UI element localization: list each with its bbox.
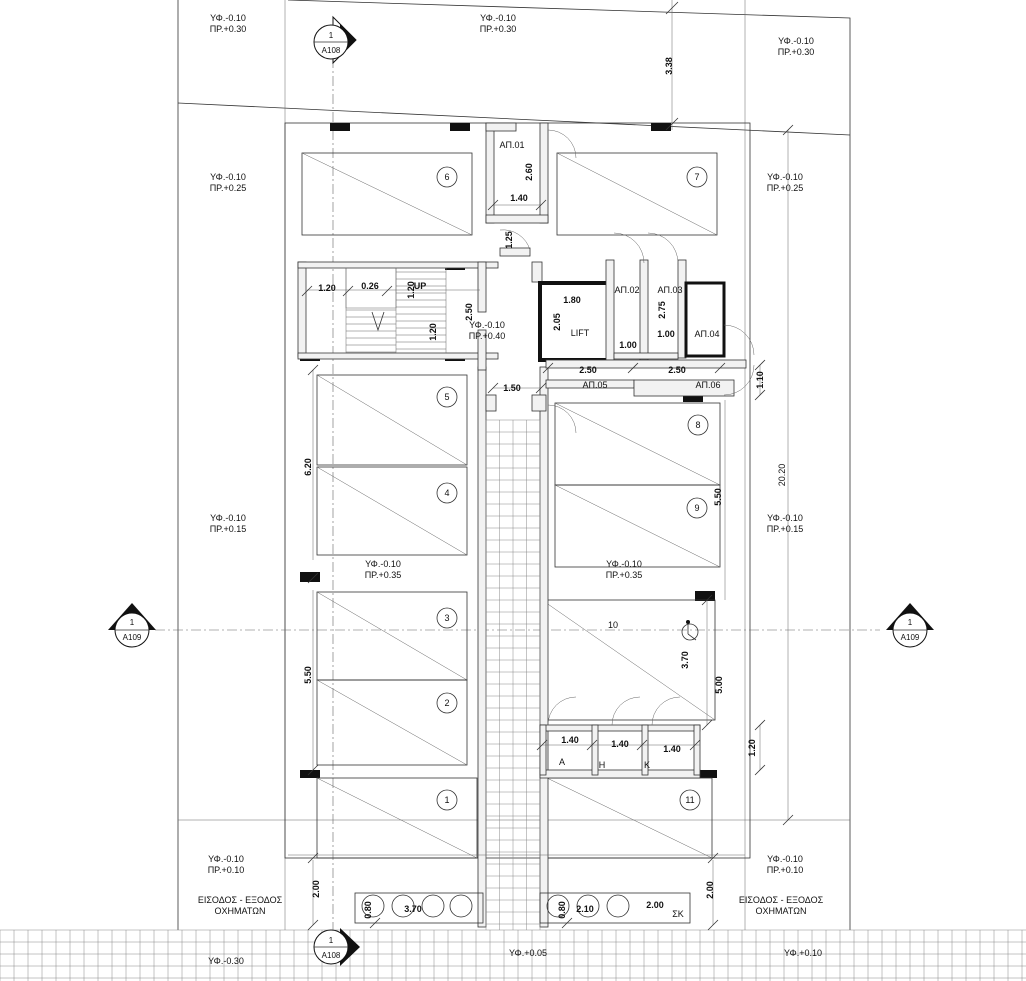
level-core-2: ΠΡ.+0.40 — [468, 331, 506, 341]
spot-number-3 — [437, 608, 457, 628]
level-lower-left-2: ΠΡ.+0.10 — [207, 865, 245, 875]
dim-2-75: 2.75 — [657, 301, 667, 319]
level-upper-left-1: ΥΦ.-0.10 — [210, 172, 246, 182]
svg-text:11: 11 — [685, 795, 695, 805]
dim-5-50-right: 5.50 — [713, 488, 723, 506]
spot-number-4 — [437, 483, 457, 503]
room-lift: LIFT — [570, 328, 590, 338]
spot-number-8 — [688, 415, 708, 435]
dim-2-00-sk: 2.00 — [646, 900, 664, 910]
dim-1-40-c: 1.40 — [663, 744, 681, 754]
svg-text:2: 2 — [444, 698, 450, 708]
room-ap01: ΑΠ.01 — [499, 140, 525, 150]
spot-number-9 — [687, 498, 707, 518]
section-marker-right — [886, 603, 934, 647]
svg-text:A109: A109 — [122, 633, 142, 642]
svg-text:6: 6 — [444, 172, 450, 182]
level-core-1: ΥΦ.-0.10 — [469, 320, 505, 330]
level-upper-right-1: ΥΦ.-0.10 — [767, 172, 803, 182]
parking-spot-3 — [317, 592, 467, 680]
level-upper-left-2: ΠΡ.+0.25 — [209, 183, 247, 193]
dim-6-20: 6.20 — [303, 458, 313, 476]
level-top-center-1: ΥΦ.-0.10 — [480, 13, 516, 23]
level-lower-right-2: ΠΡ.+0.10 — [766, 865, 804, 875]
svg-text:3: 3 — [444, 613, 450, 623]
room-ap04: ΑΠ.04 — [694, 329, 720, 339]
svg-text:1: 1 — [328, 31, 334, 40]
level-street-left: ΥΦ.-0.30 — [208, 956, 244, 966]
dim-5-00: 5.00 — [714, 676, 724, 694]
svg-text:7: 7 — [694, 172, 700, 182]
level-mid-right-2: ΠΡ.+0.15 — [766, 524, 804, 534]
spot-number-10 — [608, 620, 618, 630]
spot-number-11 — [680, 790, 700, 810]
section-marker-top — [314, 17, 356, 63]
dimension-lines — [288, 0, 788, 925]
dim-0-80-left: 0.80 — [363, 901, 373, 919]
parking-spot-6 — [302, 153, 472, 235]
level-street-right: ΥΦ.+0.10 — [784, 948, 822, 958]
svg-text:8: 8 — [695, 420, 701, 430]
entrance-labels — [198, 895, 824, 916]
svg-text:10: 10 — [607, 620, 619, 630]
room-storage-k: K — [643, 760, 651, 770]
dim-3-38: 3.38 — [664, 57, 674, 75]
dim-1-80: 1.80 — [563, 295, 581, 305]
room-storage-h: H — [598, 760, 606, 770]
dim-1-20-b: 1.20 — [406, 281, 416, 299]
dim-5-50-left: 5.50 — [303, 666, 313, 684]
dim-2-05: 2.05 — [552, 313, 562, 331]
dim-20-20: 20.20 — [777, 463, 787, 487]
level-parking-right-2: ΠΡ.+0.35 — [605, 570, 643, 580]
level-top-center-2: ΠΡ.+0.30 — [479, 24, 517, 34]
spot-number-7 — [687, 167, 707, 187]
svg-text:A108: A108 — [321, 951, 341, 960]
room-ap03: ΑΠ.03 — [657, 285, 683, 295]
central-walkway — [478, 367, 548, 930]
level-lower-left-1: ΥΦ.-0.10 — [208, 854, 244, 864]
level-annotations — [208, 13, 822, 966]
svg-text:1: 1 — [907, 618, 913, 627]
room-sk: ΣΚ — [672, 909, 684, 919]
svg-text:1: 1 — [444, 795, 450, 805]
spot-number-6 — [437, 167, 457, 187]
stair-up-label: UP — [413, 281, 427, 291]
level-top-right-2: ΠΡ.+0.30 — [777, 47, 815, 57]
dim-3-70: 3.70 — [680, 651, 690, 669]
level-parking-right-1: ΥΦ.-0.10 — [606, 559, 642, 569]
dim-1-40-b: 1.40 — [611, 739, 629, 749]
level-mid-left-1: ΥΦ.-0.10 — [210, 513, 246, 523]
room-storage-a: A — [558, 757, 566, 767]
entrance-left-line2: ΟΧΗΜΑΤΩΝ — [214, 906, 266, 916]
parking-spot-4 — [317, 467, 467, 555]
svg-text:1: 1 — [129, 618, 135, 627]
dim-0-80-right: 0.80 — [557, 901, 567, 919]
dim-1-10: 1.10 — [755, 371, 765, 389]
parking-spot-9 — [555, 485, 720, 567]
entrance-left-line1: ΕΙΣΟΔΟΣ - ΕΞΟΔΟΣ — [197, 895, 283, 905]
level-top-left-2: ΠΡ.+0.30 — [209, 24, 247, 34]
spot-number-5 — [437, 387, 457, 407]
svg-text:A108: A108 — [321, 46, 341, 55]
spot-number-1 — [437, 790, 457, 810]
dim-2-00-right: 2.00 — [705, 881, 715, 899]
level-top-left-1: ΥΦ.-0.10 — [210, 13, 246, 23]
room-labels — [414, 140, 721, 919]
dim-1-25: 1.25 — [504, 231, 514, 249]
section-marker-left — [108, 603, 156, 647]
parking-spot-1 — [317, 778, 477, 858]
dim-1-20-stair: 1.20 — [318, 283, 336, 293]
parking-spaces — [302, 153, 720, 858]
level-lower-right-1: ΥΦ.-0.10 — [767, 854, 803, 864]
level-top-right-1: ΥΦ.-0.10 — [778, 36, 814, 46]
svg-text:A109: A109 — [900, 633, 920, 642]
level-mid-left-2: ΠΡ.+0.15 — [209, 524, 247, 534]
parking-spot-7 — [557, 153, 717, 235]
dim-2-50-v: 2.50 — [464, 303, 474, 321]
spot-number-2 — [437, 693, 457, 713]
level-parking-left-2: ΠΡ.+0.35 — [364, 570, 402, 580]
dim-2-60: 2.60 — [524, 163, 534, 181]
svg-text:4: 4 — [444, 488, 450, 498]
dim-1-40-a: 1.40 — [561, 735, 579, 745]
dim-1-40-top: 1.40 — [510, 193, 528, 203]
room-ap05: ΑΠ.05 — [582, 380, 608, 390]
svg-text:5: 5 — [444, 392, 450, 402]
svg-text:1: 1 — [328, 936, 334, 945]
dim-1-20-right: 1.20 — [747, 739, 757, 757]
level-mid-right-1: ΥΦ.-0.10 — [767, 513, 803, 523]
dim-1-20-c: 1.20 — [428, 323, 438, 341]
dim-0-26: 0.26 — [361, 281, 379, 291]
dim-2-10: 2.10 — [576, 904, 594, 914]
entrance-right-line1: ΕΙΣΟΔΟΣ - ΕΞΟΔΟΣ — [738, 895, 824, 905]
dim-2-50-h1: 2.50 — [579, 365, 597, 375]
dim-1-00-a: 1.00 — [657, 329, 675, 339]
level-parking-left-1: ΥΦ.-0.10 — [365, 559, 401, 569]
dim-1-50: 1.50 — [503, 383, 521, 393]
level-upper-right-2: ΠΡ.+0.25 — [766, 183, 804, 193]
svg-text:9: 9 — [694, 503, 700, 513]
section-marker-bottom — [314, 928, 360, 966]
room-ap06: ΑΠ.06 — [695, 380, 721, 390]
parking-spot-2 — [317, 680, 467, 765]
dim-1-00-b: 1.00 — [619, 340, 637, 350]
parking-spot-5 — [317, 375, 467, 465]
dim-2-50-h2: 2.50 — [668, 365, 686, 375]
core-walls — [298, 123, 548, 411]
dim-2-00-left: 2.00 — [311, 880, 321, 898]
level-street-center: ΥΦ.+0.05 — [509, 948, 547, 958]
entrance-right-line2: ΟΧΗΜΑΤΩΝ — [755, 906, 807, 916]
room-ap02: ΑΠ.02 — [614, 285, 640, 295]
dim-3-70-b: 3.70 — [404, 904, 422, 914]
